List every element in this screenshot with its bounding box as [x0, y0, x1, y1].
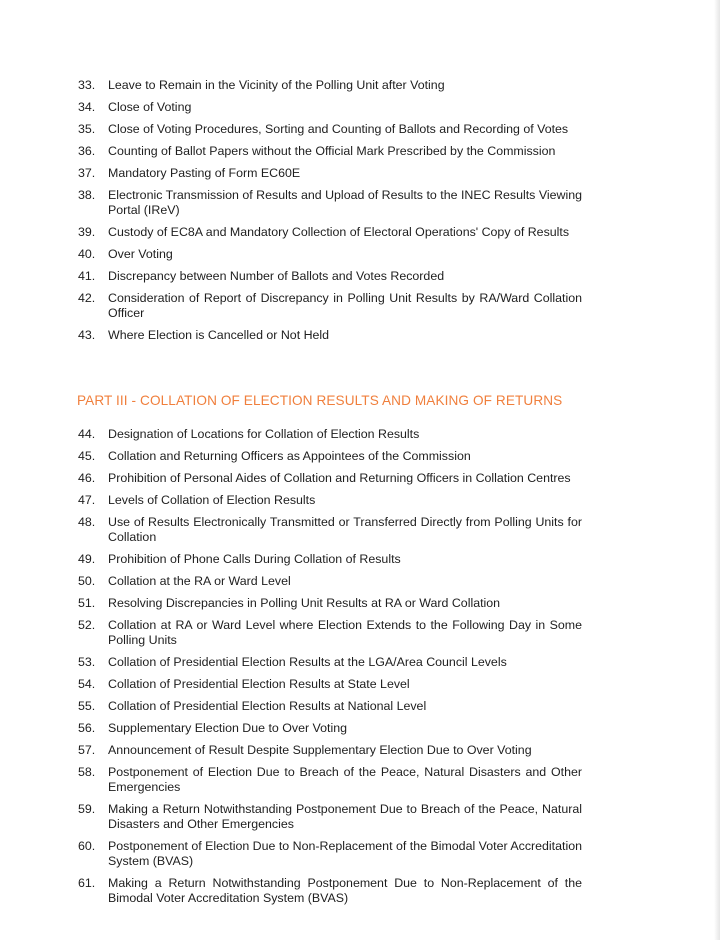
entry-title: Levels of Collation of Election Results: [108, 493, 316, 507]
contents-entry: [78, 166, 582, 181]
entry-title: Making a Return Notwithstanding Postponement Due to Non-Replacement of the Bimodal Voter Accreditation System (BVAS): [108, 876, 582, 905]
entry-title: Prohibition of Personal Aides of Collation and Returning Officers in Collation Centres: [108, 471, 571, 485]
entry-title: Postponement of Election Due to Non-Replacement of the Bimodal Voter Accreditation System (BVAS): [108, 839, 582, 868]
entry-title: Supplementary Election Due to Over Voting: [108, 721, 347, 735]
entry-title: Use of Results Electronically Transmitted or Transferred Directly from Polling Units for Collation: [108, 515, 582, 544]
contents-entry: [78, 677, 582, 692]
entry-title: Making a Return Notwithstanding Postponement Due to Breach of the Peace, Natural Disasters and Other Emergencies: [108, 802, 582, 831]
contents-entry: [78, 269, 582, 284]
entry-title: Collation of Presidential Election Results at State Level: [108, 677, 410, 691]
contents-entry: [78, 552, 582, 567]
page-edge-shadow: [714, 0, 720, 940]
contents-entry: [78, 721, 582, 736]
entry-title: Designation of Locations for Collation of Election Results: [108, 427, 420, 441]
contents-entry: [78, 78, 582, 93]
entry-number: 33.: [78, 78, 96, 92]
entry-number: 52.: [78, 618, 96, 632]
contents-entry: [78, 515, 582, 545]
entry-number: 57.: [78, 743, 96, 757]
contents-entry: [78, 574, 582, 589]
entry-number: 61.: [78, 876, 96, 890]
entry-title: Custody of EC8A and Mandatory Collection of Electoral Operations' Copy of Results: [108, 225, 570, 239]
contents-entry: [78, 328, 582, 343]
entry-title: Collation at the RA or Ward Level: [108, 574, 291, 588]
part3-heading: PART III - COLLATION OF ELECTION RESULTS AND MAKING OF RETURNS: [77, 393, 563, 408]
contents-entry: [78, 596, 582, 611]
entry-title: Collation of Presidential Election Results at the LGA/Area Council Levels: [108, 655, 507, 669]
entry-number: 49.: [78, 552, 96, 566]
contents-entry: [78, 427, 582, 442]
entry-title: Where Election is Cancelled or Not Held: [108, 328, 330, 342]
entry-title: Prohibition of Phone Calls During Collation of Results: [108, 552, 401, 566]
entry-number: 53.: [78, 655, 96, 669]
contents-entry: [78, 122, 582, 137]
entry-number: 45.: [78, 449, 96, 463]
entry-number: 51.: [78, 596, 96, 610]
entry-title: Discrepancy between Number of Ballots and Votes Recorded: [108, 269, 445, 283]
entry-number: 35.: [78, 122, 96, 136]
entry-title: Resolving Discrepancies in Polling Unit Results at RA or Ward Collation: [108, 596, 501, 610]
entry-number: 40.: [78, 247, 96, 261]
entry-number: 48.: [78, 515, 96, 529]
part2-contents-list: [78, 78, 582, 350]
entry-number: 39.: [78, 225, 96, 239]
entry-title: Postponement of Election Due to Breach of the Peace, Natural Disasters and Other Emergencies: [108, 765, 582, 794]
contents-entry: [78, 449, 582, 464]
entry-title: Leave to Remain in the Vicinity of the Polling Unit after Voting: [108, 78, 445, 92]
entry-title: Over Voting: [108, 247, 173, 261]
entry-number: 55.: [78, 699, 96, 713]
entry-title: Collation and Returning Officers as Appointees of the Commission: [108, 449, 471, 463]
entry-title: Collation at RA or Ward Level where Election Extends to the Following Day in Some Polling Units: [108, 618, 582, 647]
entry-number: 50.: [78, 574, 96, 588]
contents-entry: [78, 144, 582, 159]
entry-title: Mandatory Pasting of Form EC60E: [108, 166, 301, 180]
contents-entry: [78, 188, 582, 218]
entry-title: Close of Voting: [108, 100, 192, 114]
contents-entry: [78, 802, 582, 832]
contents-entry: [78, 765, 582, 795]
contents-entry: [78, 839, 582, 869]
entry-number: 36.: [78, 144, 96, 158]
entry-number: 37.: [78, 166, 96, 180]
entry-title: Counting of Ballot Papers without the Official Mark Prescribed by the Commission: [108, 144, 556, 158]
entry-number: 41.: [78, 269, 96, 283]
entry-title: Announcement of Result Despite Supplementary Election Due to Over Voting: [108, 743, 532, 757]
contents-entry: [78, 225, 582, 240]
entry-number: 38.: [78, 188, 96, 202]
entry-title: Collation of Presidential Election Results at National Level: [108, 699, 427, 713]
contents-entry: [78, 493, 582, 508]
entry-number: 60.: [78, 839, 96, 853]
entry-title: Electronic Transmission of Results and Upload of Results to the INEC Results Viewing Portal (IReV): [108, 188, 582, 217]
entry-number: 59.: [78, 802, 96, 816]
entry-title: Close of Voting Procedures, Sorting and Counting of Ballots and Recording of Votes: [108, 122, 569, 136]
entry-number: 46.: [78, 471, 96, 485]
contents-entry: [78, 100, 582, 115]
part3-contents-list: [78, 427, 582, 913]
contents-entry: [78, 247, 582, 262]
contents-entry: [78, 876, 582, 906]
contents-entry: [78, 655, 582, 670]
entry-number: 47.: [78, 493, 96, 507]
contents-entry: [78, 743, 582, 758]
entry-number: 44.: [78, 427, 96, 441]
entry-number: 34.: [78, 100, 96, 114]
entry-number: 42.: [78, 291, 96, 305]
contents-entry: [78, 618, 582, 648]
entry-number: 54.: [78, 677, 96, 691]
entry-title: Consideration of Report of Discrepancy in Polling Unit Results by RA/Ward Collation Officer: [108, 291, 582, 320]
entry-number: 43.: [78, 328, 96, 342]
contents-entry: [78, 471, 582, 486]
entry-number: 56.: [78, 721, 96, 735]
entry-number: 58.: [78, 765, 96, 779]
contents-entry: [78, 291, 582, 321]
contents-entry: [78, 699, 582, 714]
